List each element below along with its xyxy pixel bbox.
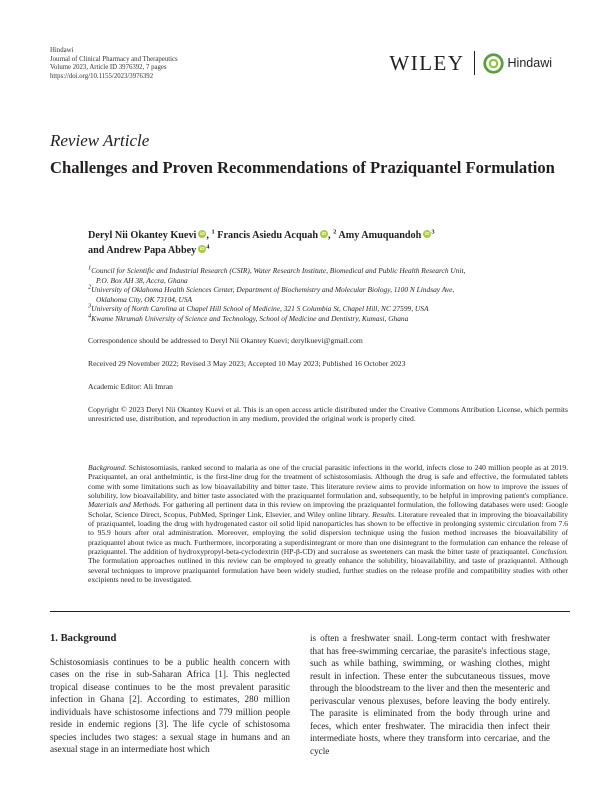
orcid-icon[interactable] (320, 230, 328, 238)
affiliation-number: 1 (88, 264, 92, 272)
author-affiliation-number: 1 (211, 228, 215, 236)
logo-divider (474, 51, 475, 75)
author-list (88, 228, 568, 258)
journal-header (50, 47, 178, 81)
orcid-icon[interactable] (198, 230, 206, 238)
affiliation-list (88, 266, 568, 324)
abstract-methods-text: For gathering all pertinent data in this review on improving the praziquantel formulation, the following databases were used: Google Scholar, Science Direct, Scopus, PubMed, Springer Link, Elsevier, and Wiley online library. (88, 500, 568, 519)
affiliation-number: 2 (88, 283, 92, 291)
author-separator: , (328, 230, 334, 241)
article-title: Challenges and Proven Recommendations of Praziquantel Formulation (50, 158, 555, 177)
author-separator: , (206, 230, 212, 241)
body-paragraph: Schistosomiasis continues to be a public health concern with cases on the rise in sub-Saharan Africa [1]. This neglected tropical disease continues to be the most prevalent parasitic infection in Ghana [2]. According to estimates, 280 million individuals have schistosome infections and 779 million people reside in endemic regions [3]. The life cycle of schistosoma species includes two stages: a sexual stage in humans and an asexual stage in an intermediate host which (50, 656, 290, 754)
author-name: Francis Asiedu Acquah (217, 230, 319, 241)
affiliation-text: Oklahoma City, OK 73104, USA (96, 294, 193, 304)
author-name: Amy Amuquandoh (338, 230, 422, 241)
affiliation-item (88, 304, 568, 314)
volume-info: Volume 2023, Article ID 3976392, 7 pages (50, 64, 167, 72)
publication-dates: Received 29 November 2022; Revised 3 May 2023; Accepted 10 May 2023; Published 16 October 2023 (88, 359, 406, 368)
author-affiliation-number: 2 (333, 228, 337, 236)
orcid-icon[interactable] (423, 230, 431, 238)
body-column-left (50, 633, 290, 756)
doi-link[interactable]: https://doi.org/10.1155/2023/3976392 (50, 72, 154, 80)
abstract-background-label: Background. (88, 463, 127, 472)
affiliation-text: University of Oklahoma Health Sciences Center, Department of Biochemistry and Molecular Biology, 1100 N Lindsay Ave, (91, 285, 455, 295)
abstract (88, 463, 568, 584)
author-affiliation-number: 4 (206, 243, 210, 251)
publisher-logos (389, 50, 552, 76)
academic-editor: Academic Editor: Ali Imran (88, 382, 173, 391)
section-divider (50, 611, 570, 612)
affiliation-number: 4 (88, 312, 92, 320)
affiliation-item (88, 285, 568, 304)
affiliation-text: Council for Scientific and Industrial Research (CSIR), Water Research Institute, Biomedical and Public Health Research Unit, (91, 266, 466, 275)
hindawi-logo-text: Hindawi (507, 56, 552, 70)
journal-name: Journal of Clinical Pharmacy and Therapeutics (50, 55, 178, 63)
publisher-name: Hindawi (50, 47, 74, 54)
abstract-results-text: Literature revealed that in improving the bioavailability of praziquantel, loading the drug with hydrogenated castor oil solid lipid nanoparticles has shown to be effective in prolonging systemic circulation from 7.6 to 95.9 hours after oral administration. Moreover, employing the solid dispersion technique using the fusion method increases the bioavailability of praziquantel about twice as much. Furthermore, incorporating a superdisintegrant or more than one disintegrant to the formulation can enhance the release of praziquantel. The addition of hydroxypropyl-beta-cyclodextrin (HP-β-CD) and sucralose as sweeteners can mask the bitter taste of praziquantel. (88, 509, 568, 557)
author-name: Deryl Nii Okantey Kuevi (88, 230, 197, 241)
abstract-background-text: Schistosomiasis, ranked second to malaria as one of the crucial parasitic infections in the world, infects close to 240 million people as at 2019. Praziquantel, an oral anthelmintic, is the first-line drug for the treatment of schistosomiasis. Although the drug is safe and effective, the formulated tablets come with some limitations such as low bioavailability and bitter taste. This literature review aims to provide information on how to improve the issues of solubility, low bioavailability, and bitter taste associated with the praziquantel formulation and, subsequently, to be helpful in improving patient's compliance. (88, 463, 568, 501)
affiliation-item (88, 266, 568, 285)
body-paragraph: is often a freshwater snail. Long-term contact with freshwater that has free-swimming cercariae, the parasite's infectious stage, such as while bathing, swimming, or washing clothes, might result in infection. These enter the subcutaneous tissues, move through the bloodstream to the liver and then the mesenteric and perivascular venous plexuses, before leaving the body entirely. The parasite is eliminated from the body through urine and feces, which enter freshwater. The miracidia then infect their intermediate hosts, where they transform into cercariae, and the cycle (310, 633, 550, 756)
affiliation-item (88, 314, 568, 324)
author-name: and Andrew Papa Abbey (88, 245, 197, 256)
wiley-logo: WILEY (389, 50, 465, 75)
author-affiliation-number: 3 (431, 228, 435, 236)
affiliation-number: 3 (88, 302, 92, 310)
copyright-notice: Copyright © 2023 Deryl Nii Okantey Kuevi et al. This is an open access article distributed under the Creative Commons Attribution License, which permits unrestricted use, distribution, and reproduction in any medium, provided the original work is properly cited. (88, 405, 568, 424)
abstract-methods-label: Materials and Methods. (88, 500, 161, 510)
correspondence-note: Correspondence should be addressed to Deryl Nii Okantey Kuevi; derylkuevi@gmail.com (88, 336, 363, 345)
hindawi-logo-icon (483, 53, 504, 74)
body-column-right (310, 632, 550, 757)
orcid-icon[interactable] (198, 245, 206, 253)
article-type: Review Article (50, 131, 150, 150)
abstract-results-label: Results. (372, 509, 396, 519)
affiliation-text: P.O. Box AH 38, Accra, Ghana (96, 275, 188, 285)
affiliation-text: Kwame Nkrumah University of Science and Technology, School of Medicine and Dentistry, Kumasi, Ghana (91, 313, 409, 323)
affiliation-text: University of North Carolina at Chapel Hill School of Medicine, 321 S Columbia St, Chapel Hill, NC 27599, USA (91, 304, 429, 314)
section-heading: 1. Background (50, 633, 117, 644)
abstract-conclusion-text: The formulation approaches outlined in this review can be employed to greatly enhance the solubility, bioavailability, and taste of praziquantel. Although several techniques to improve praziquantel formulation have been widely studied, further studies on the release profile and compatibility studies with other excipients need to be investigated. (88, 556, 568, 585)
abstract-conclusion-label: Conclusion. (531, 547, 568, 557)
